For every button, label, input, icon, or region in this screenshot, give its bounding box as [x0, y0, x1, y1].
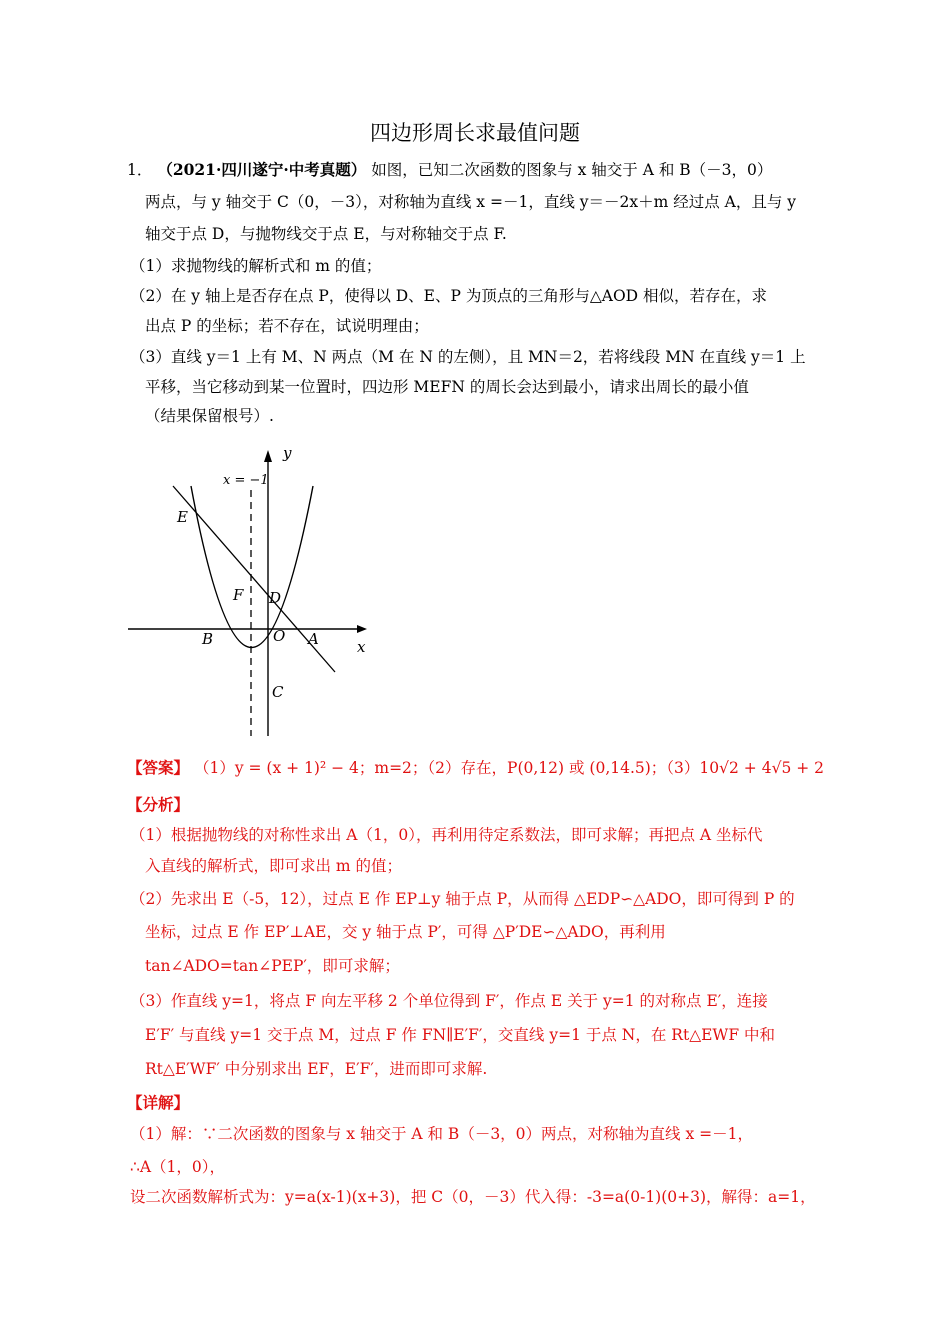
parabola-figure	[125, 440, 375, 740]
problem-stem-line: 如图，已知二次函数的图象与 x 轴交于 A 和 B（－3，0）	[371, 161, 773, 179]
analysis-line: （1）根据抛物线的对称性求出 A（1，0），再利用待定系数法，即可求解；再把点 A 坐标代	[130, 826, 763, 844]
analysis-line: 坐标，过点 E 作 EP′⊥AE，交 y 轴于点 P′，可得 △P′DE∽△ADO，再利用	[145, 923, 666, 941]
label-point-c: C	[272, 683, 284, 701]
label-point-b: B	[202, 630, 214, 648]
label-symmetry-axis: x = −1	[223, 473, 269, 488]
label-origin-o: O	[273, 627, 286, 645]
label-point-f: F	[233, 586, 244, 604]
problem-stem-line: 两点，与 y 轴交于 C（0，－3），对称轴为直线 x =－1，直线 y＝－2x＋m 经过点 A，且与 y	[145, 193, 797, 211]
detail-line: ∴A（1，0），	[130, 1158, 226, 1176]
question-3-line: 平移，当它移动到某一位置时，四边形 MEFN 的周长会达到最小，请求出周长的最小值	[145, 378, 749, 396]
answer-line	[127, 758, 824, 778]
question-3-line: （结果保留根号）.	[145, 407, 274, 425]
page-title: 四边形周长求最值问题	[370, 121, 580, 145]
problem-stem-line: 轴交于点 D，与抛物线交于点 E，与对称轴交于点 F.	[145, 225, 507, 243]
parabola-curve	[191, 486, 313, 648]
detail-line: 设二次函数解析式为：y=a(x-1)(x+3)，把 C（0，－3）代入得：-3=a(0-1)(0+3)，解得：a=1，	[130, 1188, 816, 1206]
answer-text: （1）y = (x + 1)² − 4；m=2；（2）存在，P(0,12) 或 (0,14.5)；（3）10√2 + 4√5 + 2	[193, 759, 825, 777]
analysis-line: E′F′ 与直线 y=1 交于点 M，过点 F 作 FN∥E′F′，交直线 y=1 于点 N，在 Rt△EWF 中和	[145, 1026, 776, 1044]
analysis-tag: 【分析】	[127, 795, 190, 814]
label-axis-y: y	[283, 444, 292, 462]
detail-tag: 【详解】	[127, 1093, 190, 1112]
detail-line: （1）解：∵二次函数的图象与 x 轴交于 A 和 B（－3，0）两点，对称轴为直线 x =－1，	[130, 1125, 753, 1143]
answer-tag: 【答案】	[127, 758, 190, 777]
label-point-a: A	[308, 630, 319, 648]
y-axis-arrow	[264, 450, 272, 462]
analysis-line: 入直线的解析式，即可求出 m 的值；	[145, 857, 403, 875]
analysis-line: tan∠ADO=tan∠PEP′，即可求解；	[145, 957, 400, 975]
question-2-line: 出点 P 的坐标；若不存在，试说明理由；	[145, 317, 429, 335]
x-axis-arrow	[357, 625, 367, 633]
problem-source: （2021·四川遂宁·中考真题）	[157, 160, 367, 179]
label-axis-x: x	[357, 638, 366, 656]
analysis-line: （3）作直线 y=1，将点 F 向左平移 2 个单位得到 F′，作点 E 关于 y=1 的对称点 E′，连接	[130, 992, 768, 1010]
question-3-line: （3）直线 y＝1 上有 M、N 两点（M 在 N 的左侧），且 MN＝2，若将线段 MN 在直线 y＝1 上	[130, 348, 806, 366]
analysis-line: Rt△E′WF′ 中分别求出 EF，E′F′，进而即可求解.	[145, 1060, 488, 1078]
problem-number: 1．	[127, 161, 153, 179]
problem-first-line	[127, 160, 772, 180]
analysis-line: （2）先求出 E（-5，12），过点 E 作 EP⊥y 轴于点 P，从而得 △EDP∽△ADO，即可得到 P 的	[130, 890, 795, 908]
label-point-d: D	[269, 589, 282, 607]
question-2-line: （2）在 y 轴上是否存在点 P，使得以 D、E、P 为顶点的三角形与△AOD 相似，若存在，求	[130, 287, 768, 305]
label-point-e: E	[177, 508, 188, 526]
question-1: （1）求抛物线的解析式和 m 的值；	[130, 257, 382, 275]
